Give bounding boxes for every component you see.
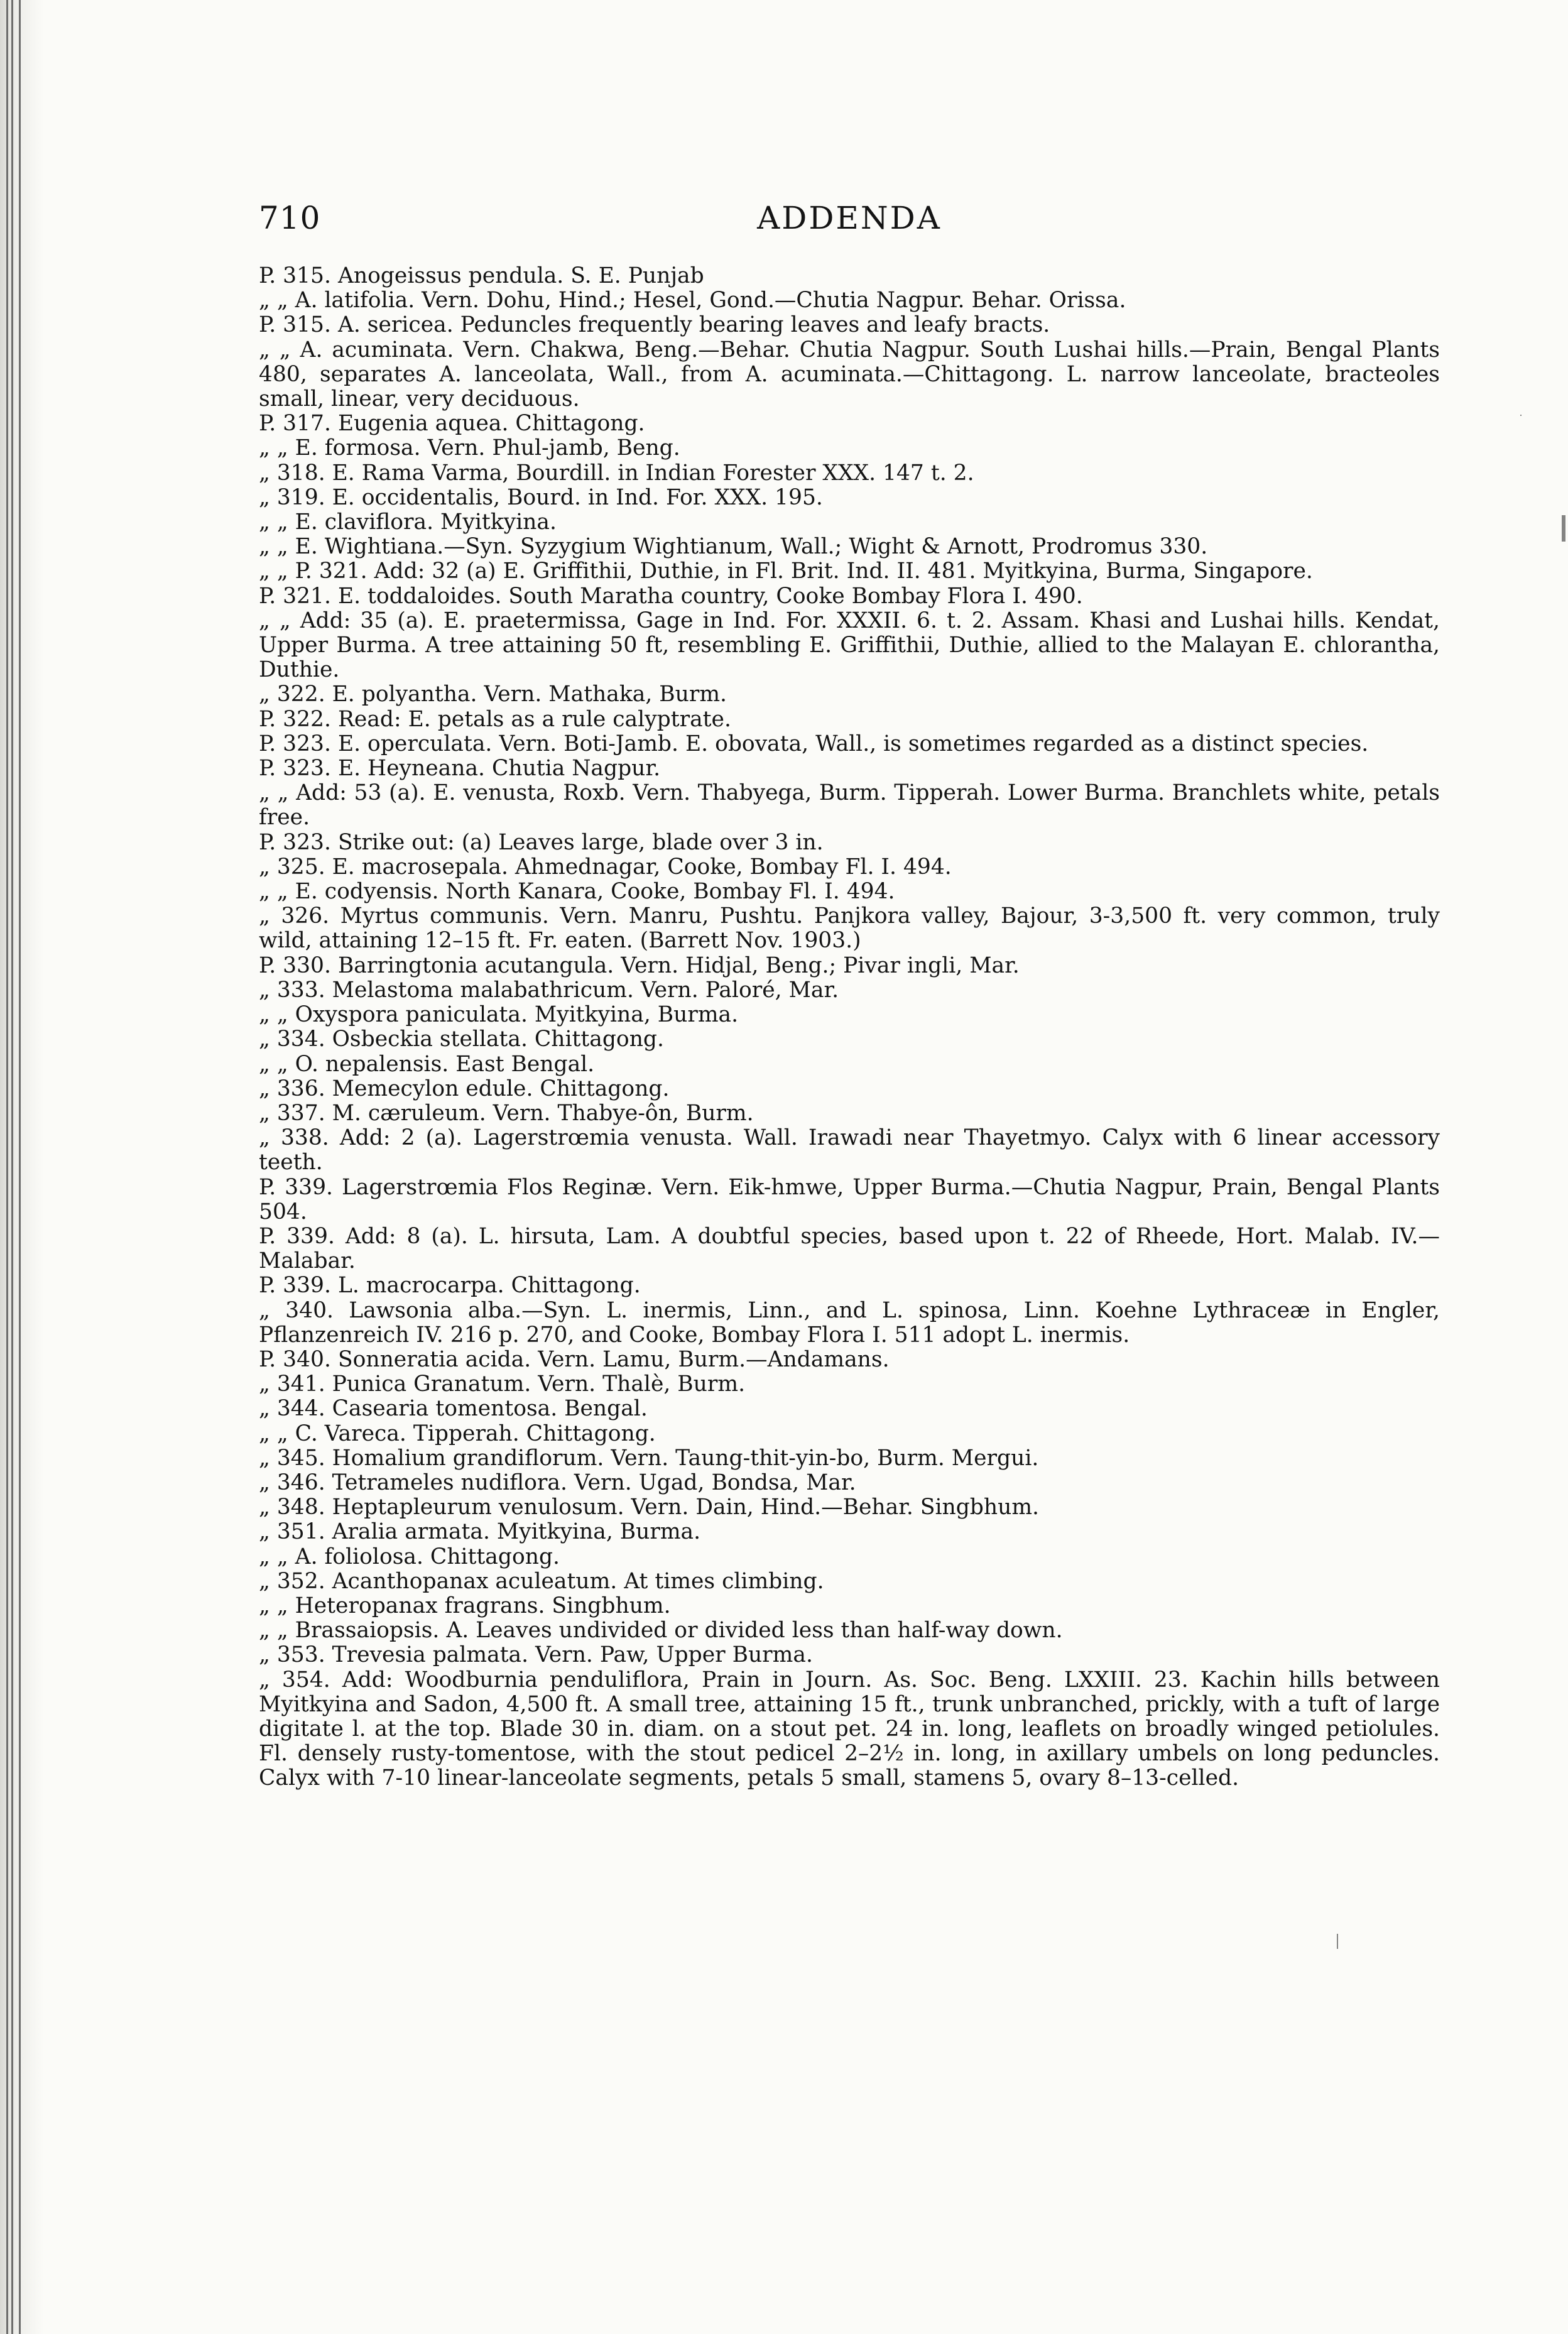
- addenda-entry: P. 323. Strike out: (a) Leaves large, blade over 3 in.: [259, 829, 824, 855]
- addenda-entry: „ 348. Heptapleurum venulosum. Vern. Dain, Hind.—Behar. Singbhum.: [259, 1495, 1039, 1520]
- addenda-entry: P. 315. Anogeissus pendula. S. E. Punjab: [259, 263, 704, 288]
- binding-rule: [11, 0, 13, 2334]
- margin-speck: [1337, 1934, 1338, 1949]
- addenda-entry: P. 317. Eugenia aquea. Chittagong.: [259, 411, 645, 437]
- addenda-entry: „ 337. M. cæruleum. Vern. Thabye-ôn, Burm.: [259, 1100, 754, 1126]
- addenda-entry: „ 346. Tetrameles nudiflora. Vern. Ugad, Bondsa, Mar.: [259, 1470, 856, 1495]
- addenda-entry: „ „ Add: 35 (a). E. praetermissa, Gage in Ind. For. XXXII. 6. t. 2. Assam. Khasi and Lushai hills. Kendat, Upper Burma. A tree attaining 50 ft, resembling E. Griffithii, Duthie, allied to the Malayan E. chlorantha, Duthie.: [259, 608, 1440, 683]
- margin-speck: [1562, 515, 1565, 542]
- addenda-entry: „ „ Oxyspora paniculata. Myitkyina, Burma.: [259, 1002, 739, 1028]
- addenda-entry: „ 354. Add: Woodburnia penduliflora, Prain in Journ. As. Soc. Beng. LXXIII. 23. Kachin hills between Myitkyina and Sadon, 4,500 ft. A small tree, attaining 15 ft., trunk unbranched, prickly, with a tuft of large digitate l. at the top. Blade 30 in. diam. on a stout pet. 24 in. long, leaflets on broadly winged petiolules. Fl. densely rusty-tomentose, with the stout pedicel 2–2½ in. long, in axillary umbels on long peduncles. Calyx with 7-10 linear-lanceolate segments, petals 5 small, stamens 5, ovary 8–13-celled.: [259, 1667, 1440, 1791]
- document-page: [259, 195, 1440, 2243]
- page-number: 710: [259, 200, 321, 236]
- addenda-entry: „ „ P. 321. Add: 32 (a) E. Griffithii, Duthie, in Fl. Brit. Ind. II. 481. Myitkyina, Burma, Singapore.: [259, 559, 1313, 584]
- addenda-entry: „ 341. Punica Granatum. Vern. Thalè, Burm.: [259, 1371, 746, 1397]
- addenda-entry: P. 315. A. sericea. Peduncles frequently bearing leaves and leafy bracts.: [259, 312, 1050, 338]
- addenda-entry: „ „ A. acuminata. Vern. Chakwa, Beng.—Behar. Chutia Nagpur. South Lushai hills.—Prain, Bengal Plants 480, separates A. lanceolata, Wall., from A. acuminata.—Chittagong. L. narrow lanceolate, bracteoles small, linear, very deciduous.: [259, 337, 1440, 412]
- addenda-entry: „ „ Brassaiopsis. A. Leaves undivided or divided less than half-way down.: [259, 1618, 1063, 1644]
- page-header: [259, 195, 1440, 248]
- addenda-entry: „ „ E. codyensis. North Kanara, Cooke, Bombay Fl. I. 494.: [259, 879, 895, 905]
- addenda-entry: „ 344. Casearia tomentosa. Bengal.: [259, 1396, 648, 1422]
- addenda-entry: „ 326. Myrtus communis. Vern. Manru, Pushtu. Panjkora valley, Bajour, 3-3,500 ft. very common, truly wild, attaining 12–15 ft. Fr. eaten. (Barrett Nov. 1903.): [259, 903, 1440, 954]
- addenda-entry: „ 334. Osbeckia stellata. Chittagong.: [259, 1027, 664, 1052]
- addenda-entry: P. 339. Add: 8 (a). L. hirsuta, Lam. A doubtful species, based upon t. 22 of Rheede, Hort. Malab. IV.—Malabar.: [259, 1223, 1440, 1274]
- addenda-entry: „ 351. Aralia armata. Myitkyina, Burma.: [259, 1519, 701, 1545]
- addenda-entry: „ „ O. nepalensis. East Bengal.: [259, 1051, 595, 1077]
- book-binding-edge: [0, 0, 44, 2334]
- addenda-entry: „ 353. Trevesia palmata. Vern. Paw, Upper Burma.: [259, 1642, 813, 1668]
- binding-rule: [6, 0, 8, 2334]
- addenda-entry: P. 321. E. toddaloides. South Maratha country, Cooke Bombay Flora I. 490.: [259, 583, 1083, 609]
- addenda-entry: P. 322. Read: E. petals as a rule calyptrate.: [259, 706, 731, 732]
- addenda-entry: P. 323. E. operculata. Vern. Boti-Jamb. E. obovata, Wall., is sometimes regarded as a distinct species.: [259, 731, 1369, 756]
- addenda-entry: P. 339. L. macrocarpa. Chittagong.: [259, 1273, 641, 1299]
- addenda-entry: „ „ Add: 53 (a). E. venusta, Roxb. Vern. Thabyega, Burm. Tipperah. Lower Burma. Branchlets white, petals free.: [259, 780, 1440, 831]
- addenda-entry: „ 345. Homalium grandiflorum. Vern. Taung-thit-yin-bo, Burm. Mergui.: [259, 1445, 1039, 1471]
- addenda-entry: „ „ E. formosa. Vern. Phul-jamb, Beng.: [259, 435, 680, 461]
- addenda-entry: P. 330. Barringtonia acutangula. Vern. Hidjal, Beng.; Pivar ingli, Mar.: [259, 952, 1020, 978]
- addenda-entry: „ „ E. claviflora. Myitkyina.: [259, 510, 557, 535]
- addenda-entries: [259, 264, 1440, 1791]
- margin-speck: [1520, 415, 1522, 416]
- addenda-entry: „ „ E. Wightiana.—Syn. Syzygium Wightianum, Wall.; Wight & Arnott, Prodromus 330.: [259, 534, 1208, 560]
- addenda-entry: „ 352. Acanthopanax aculeatum. At times climbing.: [259, 1568, 824, 1594]
- addenda-entry: „ 318. E. Rama Varma, Bourdill. in Indian Forester XXX. 147 t. 2.: [259, 460, 974, 486]
- addenda-entry: „ 319. E. occidentalis, Bourd. in Ind. For. XXX. 195.: [259, 484, 823, 510]
- addenda-entry: P. 323. E. Heyneana. Chutia Nagpur.: [259, 756, 661, 782]
- addenda-entry: „ 322. E. polyantha. Vern. Mathaka, Burm.: [259, 682, 727, 707]
- addenda-entry: „ 336. Memecylon edule. Chittagong.: [259, 1076, 670, 1101]
- running-title: ADDENDA: [757, 200, 942, 236]
- addenda-entry: „ 338. Add: 2 (a). Lagerstrœmia venusta. Wall. Irawadi near Thayetmyo. Calyx with 6 linear accessory teeth.: [259, 1125, 1440, 1175]
- addenda-entry: P. 339. Lagerstrœmia Flos Reginæ. Vern. Eik-hmwe, Upper Burma.—Chutia Nagpur, Prain, Bengal Plants 504.: [259, 1174, 1440, 1224]
- addenda-entry: P. 340. Sonneratia acida. Vern. Lamu, Burm.—Andamans.: [259, 1346, 890, 1372]
- addenda-entry: „ „ A. latifolia. Vern. Dohu, Hind.; Hesel, Gond.—Chutia Nagpur. Behar. Orissa.: [259, 288, 1126, 314]
- addenda-entry: „ „ Heteropanax fragrans. Singbhum.: [259, 1593, 671, 1618]
- addenda-entry: „ „ C. Vareca. Tipperah. Chittagong.: [259, 1421, 656, 1446]
- addenda-entry: „ 340. Lawsonia alba.—Syn. L. inermis, Linn., and L. spinosa, Linn. Koehne Lythraceæ in Engler, Pflanzenreich IV. 216 p. 270, and Cooke, Bombay Flora I. 511 adopt L. inermis.: [259, 1297, 1440, 1348]
- binding-rule: [19, 0, 21, 2334]
- addenda-entry: „ „ A. foliolosa. Chittagong.: [259, 1544, 560, 1569]
- addenda-entry: „ 333. Melastoma malabathricum. Vern. Paloré, Mar.: [259, 977, 839, 1003]
- addenda-entry: „ 325. E. macrosepala. Ahmednagar, Cooke, Bombay Fl. I. 494.: [259, 854, 952, 880]
